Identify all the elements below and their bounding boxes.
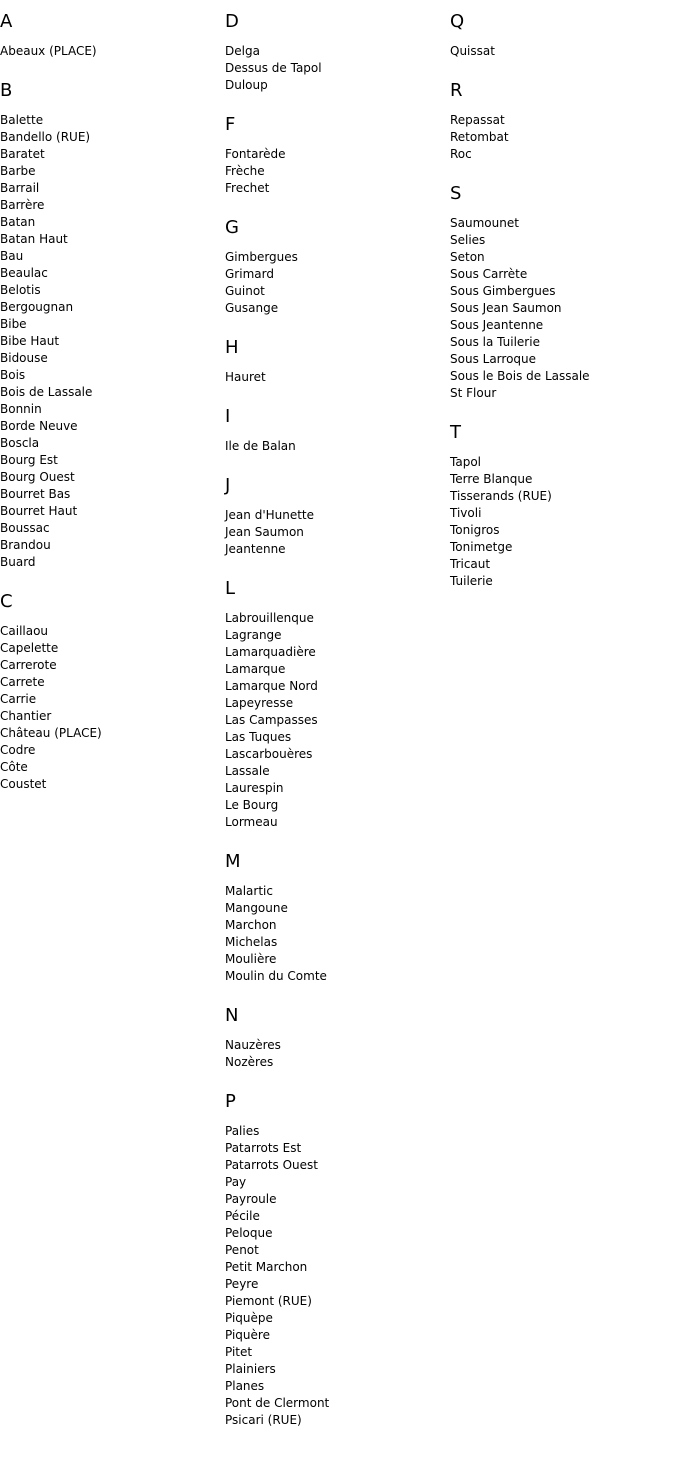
street-link[interactable]: Tuilerie [450,574,493,588]
street-link[interactable]: Sous la Tuilerie [450,335,540,349]
street-link[interactable]: Carrete [0,675,45,689]
street-link[interactable]: Las Tuques [225,730,292,744]
street-link[interactable]: Sous Gimbergues [450,284,556,298]
section-letter-heading: P [225,1091,236,1112]
street-link[interactable]: Barrail [0,181,40,195]
letter-section [450,81,675,163]
street-list [225,883,450,985]
street-link[interactable]: Moulière [225,952,277,966]
section-letter-heading: T [450,422,461,443]
section-letter-heading: G [225,217,239,238]
street-link[interactable]: Plainiers [225,1362,276,1376]
street-list [225,507,450,558]
letter-section [0,81,225,571]
index-column-1 [0,0,225,814]
street-link[interactable]: St Flour [450,386,497,400]
street-link[interactable]: Bonnin [0,402,42,416]
street-link[interactable]: Tricaut [450,557,491,571]
letter-section [225,476,450,558]
street-link[interactable]: Malartic [225,884,273,898]
letter-section [225,407,450,455]
section-letter-heading: S [450,183,462,204]
section-letter-heading: N [225,1005,239,1026]
street-link[interactable]: Tonimetge [450,540,513,554]
street-link[interactable]: Pont de Clermont [225,1396,330,1410]
street-list [450,112,675,163]
street-link[interactable]: Peyre [225,1277,259,1291]
street-link[interactable]: Patarrots Est [225,1141,302,1155]
section-letter-heading: F [225,114,236,135]
street-link[interactable]: Frèche [225,164,265,178]
street-link[interactable]: Lamarque [225,662,286,676]
section-letter-heading: H [225,337,239,358]
street-link[interactable]: Lapeyresse [225,696,294,710]
street-link[interactable]: Saumounet [450,216,519,230]
letter-section [225,1092,450,1429]
street-link[interactable]: Bibe [0,317,27,331]
street-list [0,43,225,60]
street-link[interactable]: Gimbergues [225,250,298,264]
letter-section [225,338,450,386]
street-link[interactable]: Michelas [225,935,278,949]
section-letter-heading: B [0,80,13,101]
street-link[interactable]: Fontarède [225,147,286,161]
street-link[interactable]: Sous Carrète [450,267,528,281]
street-list [225,43,450,94]
street-link[interactable]: Bergougnan [0,300,74,314]
letter-section [225,1006,450,1071]
street-link[interactable]: Lamarque Nord [225,679,318,693]
street-link[interactable]: Bourret Bas [0,487,71,501]
street-link[interactable]: Bau [0,249,24,263]
street-link[interactable]: Sous Jeantenne [450,318,544,332]
street-link[interactable]: Jean d'Hunette [225,508,315,522]
index-column-3 [450,0,675,611]
index-column-2 [225,0,450,1450]
street-link[interactable]: Planes [225,1379,265,1393]
street-link[interactable]: Chantier [0,709,52,723]
street-link[interactable]: Coustet [0,777,47,791]
street-list [225,1123,450,1429]
street-list [450,43,675,60]
street-list [225,1037,450,1071]
street-link[interactable]: Moulin du Comte [225,969,327,983]
street-link[interactable]: Balette [0,113,44,127]
street-link[interactable]: Sous le Bois de Lassale [450,369,590,383]
letter-section [0,12,225,60]
street-link[interactable]: Guinot [225,284,265,298]
street-list [225,438,450,455]
street-list [225,249,450,317]
street-link[interactable]: Abeaux (PLACE) [0,44,97,58]
street-link[interactable]: Lamarquadière [225,645,316,659]
street-link[interactable]: Batan [0,215,36,229]
street-link[interactable]: Pitet [225,1345,253,1359]
street-link[interactable]: Piquèpe [225,1311,273,1325]
street-link[interactable]: Peloque [225,1226,273,1240]
street-link[interactable]: Grimard [225,267,274,281]
street-link[interactable]: Codre [0,743,36,757]
street-link[interactable]: Lascarbouères [225,747,313,761]
section-letter-heading: D [225,11,239,32]
street-link[interactable]: Brandou [0,538,51,552]
street-link[interactable]: Batan Haut [0,232,68,246]
street-link[interactable]: Jeantenne [225,542,286,556]
street-link[interactable]: Côte [0,760,28,774]
street-link[interactable]: Buard [0,555,36,569]
street-link[interactable]: Piquère [225,1328,270,1342]
street-link[interactable]: Patarrots Ouest [225,1158,319,1172]
street-link[interactable]: Repassat [450,113,505,127]
street-link[interactable]: Bourg Est [0,453,58,467]
street-link[interactable]: Labrouillenque [225,611,314,625]
street-link[interactable]: Bandello (RUE) [0,130,91,144]
section-letter-heading: L [225,578,236,599]
letter-section [0,592,225,793]
street-link[interactable]: Laurespin [225,781,284,795]
street-link[interactable]: Petit Marchon [225,1260,308,1274]
street-link[interactable]: Nauzères [225,1038,281,1052]
street-list [450,215,675,402]
section-letter-heading: I [225,406,231,427]
letter-section [450,184,675,402]
street-link[interactable]: Carrie [0,692,37,706]
street-link[interactable]: Tonigros [450,523,500,537]
street-link[interactable]: Lassale [225,764,270,778]
street-link[interactable]: Carrerote [0,658,57,672]
street-link[interactable]: Bois de Lassale [0,385,93,399]
street-link[interactable]: Gusange [225,301,279,315]
street-link[interactable]: Bidouse [0,351,48,365]
street-link[interactable]: Baratet [0,147,45,161]
street-link[interactable]: Caillaou [0,624,49,638]
street-link[interactable]: Palies [225,1124,260,1138]
street-link[interactable]: Boussac [0,521,50,535]
street-link[interactable]: Lagrange [225,628,282,642]
street-link[interactable]: Hauret [225,370,266,384]
street-link[interactable]: Seton [450,250,485,264]
street-link[interactable]: Jean Saumon [225,525,304,539]
street-link[interactable]: Roc [450,147,472,161]
street-link[interactable]: Boscla [0,436,40,450]
street-link[interactable]: Borde Neuve [0,419,78,433]
street-link[interactable]: Psicari (RUE) [225,1413,302,1427]
section-letter-heading: M [225,851,241,872]
street-link[interactable]: Quissat [450,44,495,58]
street-link[interactable]: Beaulac [0,266,48,280]
street-link[interactable]: Piemont (RUE) [225,1294,312,1308]
street-link[interactable]: Lormeau [225,815,278,829]
street-link[interactable]: Selies [450,233,486,247]
street-list [0,112,225,571]
street-link[interactable]: Penot [225,1243,259,1257]
street-link[interactable]: Tisserands (RUE) [450,489,552,503]
street-link[interactable]: Terre Blanque [450,472,533,486]
section-letter-heading: R [450,80,463,101]
street-link[interactable]: Capelette [0,641,59,655]
street-link[interactable]: Marchon [225,918,277,932]
letter-section [225,218,450,317]
street-link[interactable]: Dessus de Tapol [225,61,322,75]
section-letter-heading: J [225,475,231,496]
street-link[interactable]: Ile de Balan [225,439,296,453]
street-link[interactable]: Le Bourg [225,798,279,812]
street-link[interactable]: Mangoune [225,901,288,915]
section-letter-heading: A [0,11,13,32]
street-link[interactable]: Barbe [0,164,36,178]
street-list [225,610,450,831]
street-link[interactable]: Barrère [0,198,45,212]
street-link[interactable]: Retombat [450,130,509,144]
letter-section [225,852,450,985]
street-link[interactable]: Belotis [0,283,41,297]
street-list [225,369,450,386]
letter-section [450,423,675,590]
letter-section [225,115,450,197]
street-link[interactable]: Bibe Haut [0,334,60,348]
street-link[interactable]: Las Campasses [225,713,318,727]
street-link[interactable]: Pécile [225,1209,260,1223]
street-list [450,454,675,590]
street-link[interactable]: Frechet [225,181,270,195]
letter-section [450,12,675,60]
letter-section [225,579,450,831]
letter-section [225,12,450,94]
street-link[interactable]: Bois [0,368,26,382]
street-link[interactable]: Pay [225,1175,247,1189]
street-link[interactable]: Bourret Haut [0,504,78,518]
section-letter-heading: C [0,591,13,612]
street-link[interactable]: Tivoli [450,506,482,520]
street-link[interactable]: Delga [225,44,260,58]
street-link[interactable]: Tapol [450,455,481,469]
street-link[interactable]: Nozères [225,1055,274,1069]
street-link[interactable]: Château (PLACE) [0,726,102,740]
street-link[interactable]: Payroule [225,1192,277,1206]
street-link[interactable]: Duloup [225,78,268,92]
street-link[interactable]: Sous Jean Saumon [450,301,562,315]
street-list [225,146,450,197]
street-list [0,623,225,793]
street-link[interactable]: Bourg Ouest [0,470,75,484]
street-link[interactable]: Sous Larroque [450,352,537,366]
section-letter-heading: Q [450,11,465,32]
